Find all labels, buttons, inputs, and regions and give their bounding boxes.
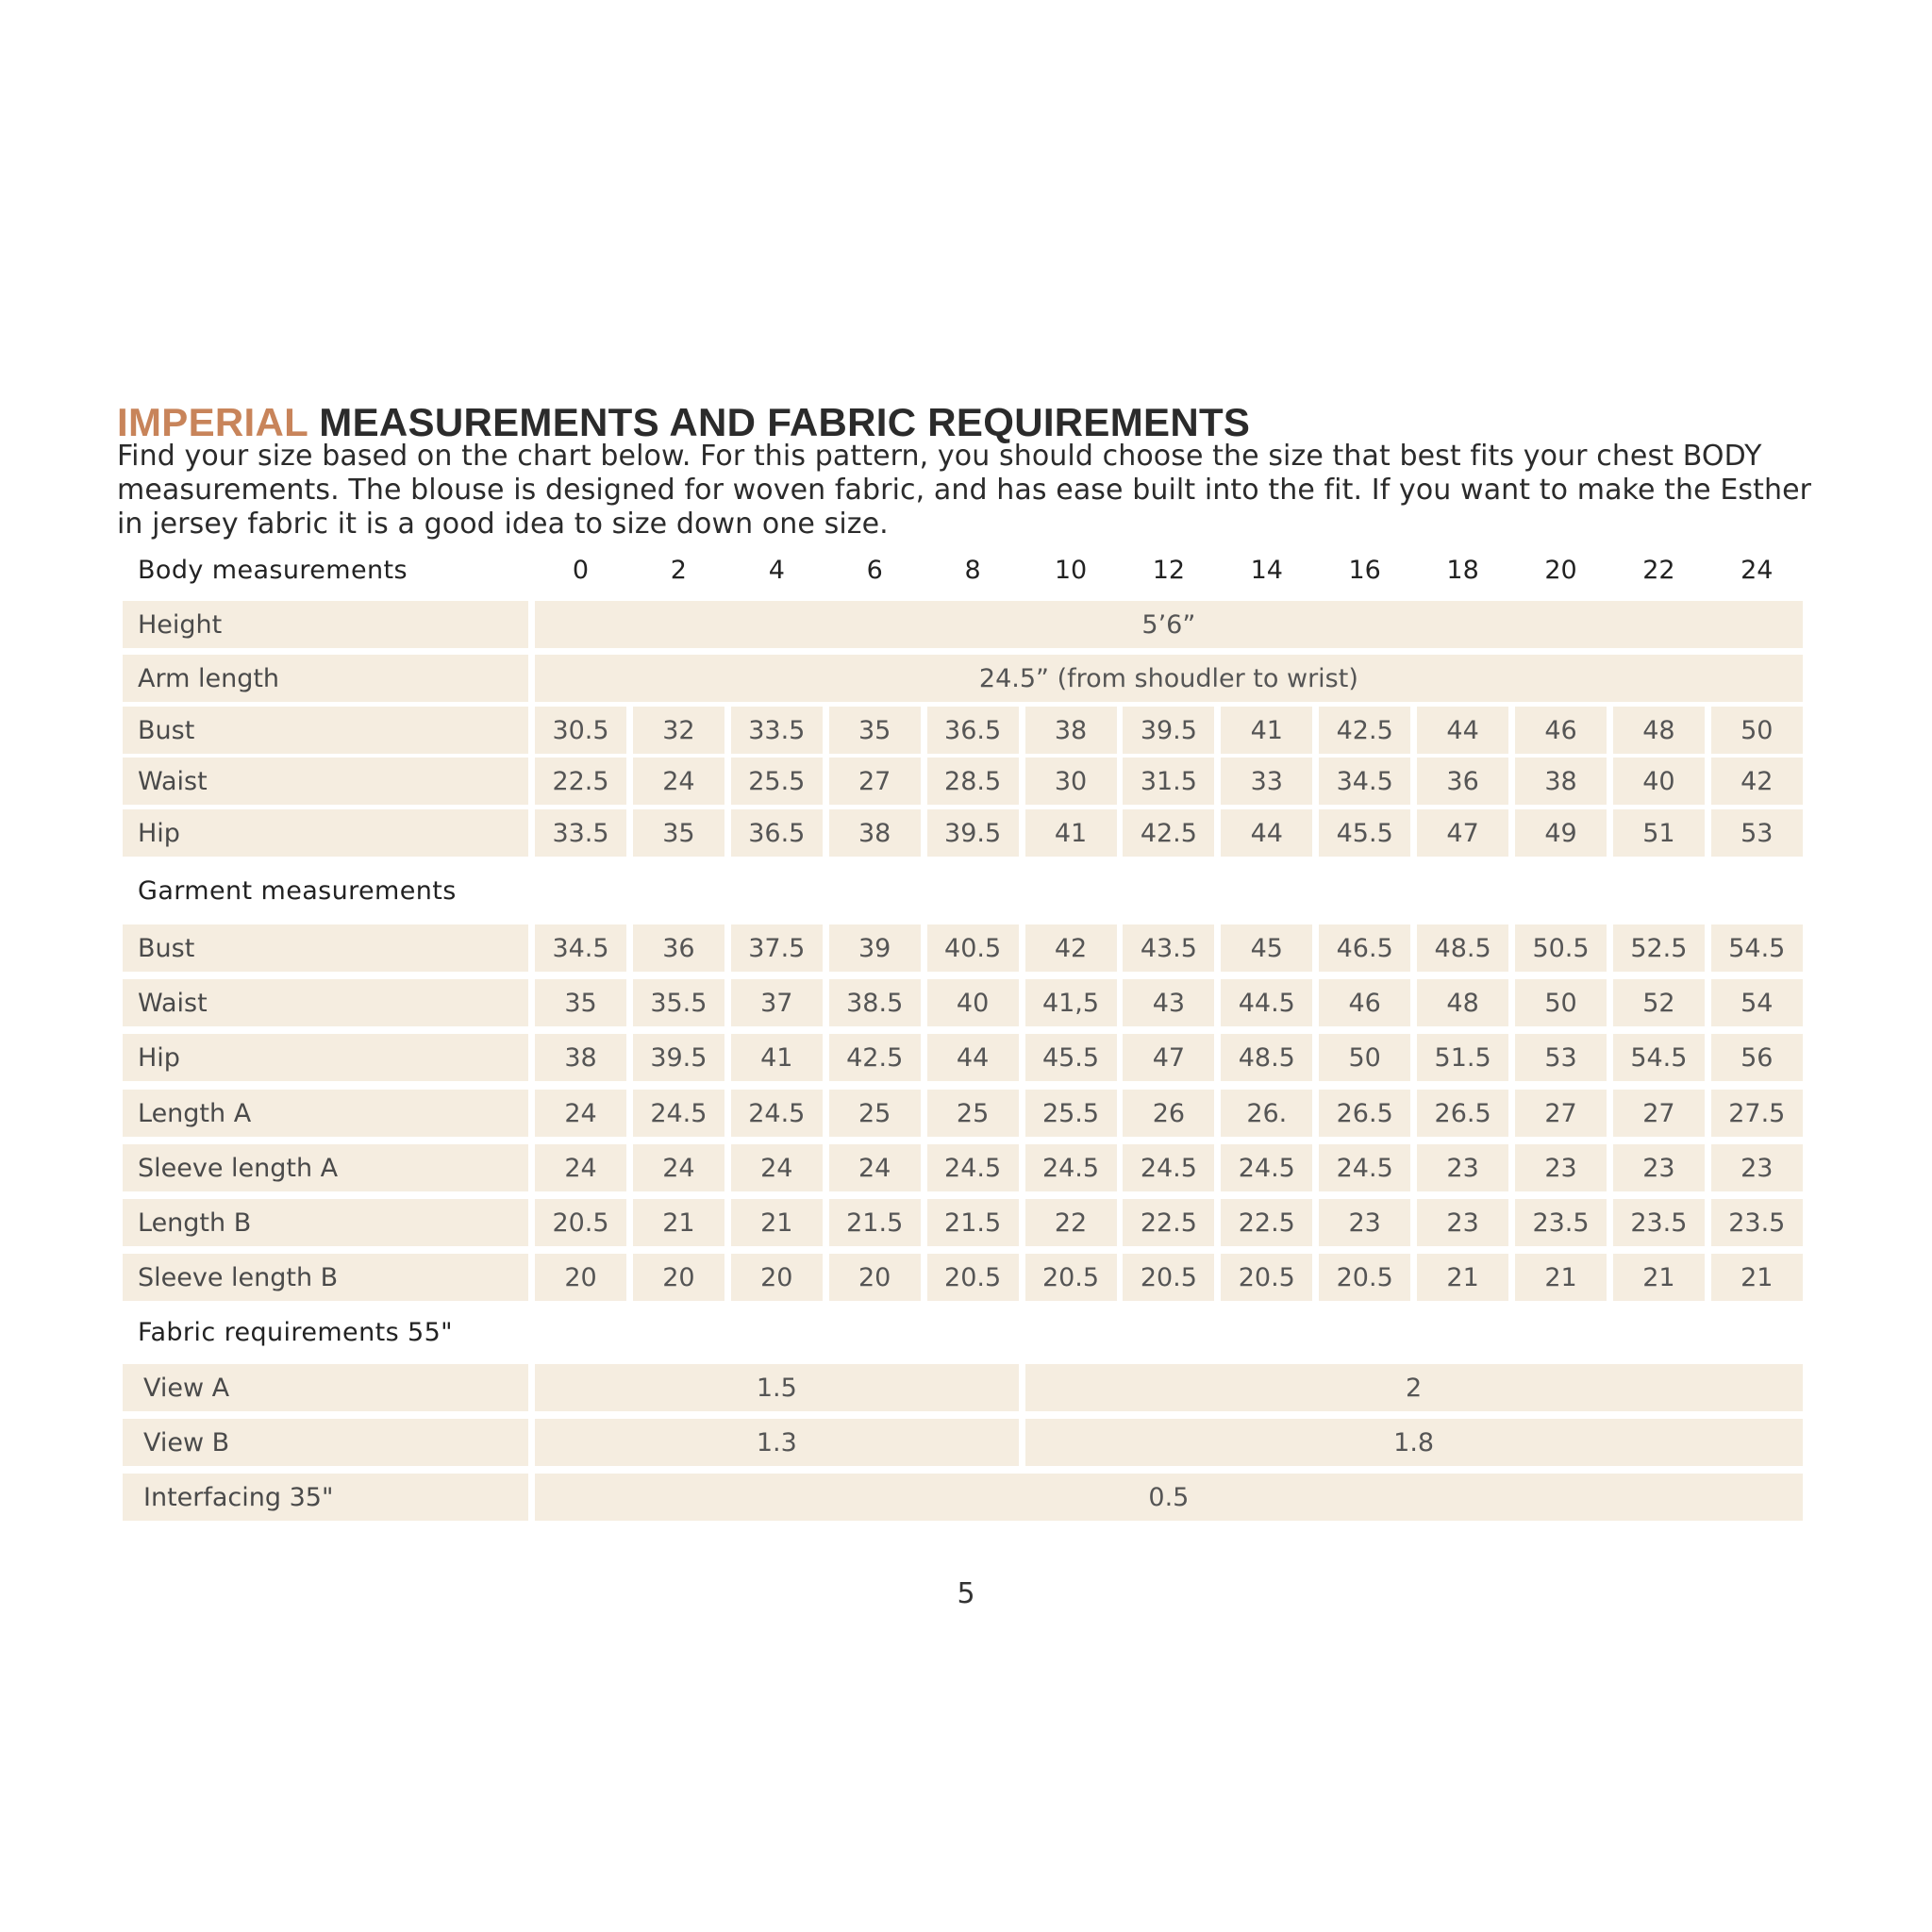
table-cell: 26.5 <box>1417 1090 1508 1137</box>
table-cell: 27 <box>829 758 921 805</box>
row-label: Hip <box>123 809 528 857</box>
table-cell: 23.5 <box>1515 1199 1607 1246</box>
table-cell: 24.5 <box>1319 1144 1410 1191</box>
table-cell: 50 <box>1711 707 1803 754</box>
table-cell: 37.5 <box>731 924 823 972</box>
title-accent: IMPERIAL <box>117 400 308 444</box>
table-cell: 20.5 <box>535 1199 626 1246</box>
row-label: Sleeve length B <box>123 1254 528 1301</box>
table-cell: 48.5 <box>1417 924 1508 972</box>
table-cell: 20.5 <box>927 1254 1019 1301</box>
table-cell: 34.5 <box>535 924 626 972</box>
merged-cell: 2 <box>1025 1364 1803 1411</box>
table-cell: 20 <box>535 1254 626 1301</box>
title-rest: MEASUREMENTS AND FABRIC REQUIREMENTS <box>319 400 1251 444</box>
table-cell: 33.5 <box>535 809 626 857</box>
table-cell: 50 <box>1319 1034 1410 1081</box>
row-label: Waist <box>123 979 528 1026</box>
table-cell: 38 <box>1025 707 1117 754</box>
table-cell: 23.5 <box>1711 1199 1803 1246</box>
size-header: 4 <box>768 556 785 585</box>
table-cell: 42.5 <box>1319 707 1410 754</box>
table-cell: 21 <box>1417 1254 1508 1301</box>
size-header: 20 <box>1544 556 1577 585</box>
merged-cell: 1.5 <box>535 1364 1019 1411</box>
table-cell: 21.5 <box>829 1199 921 1246</box>
size-header: 22 <box>1642 556 1675 585</box>
table-cell: 23 <box>1417 1199 1508 1246</box>
table-cell: 46 <box>1319 979 1410 1026</box>
table-cell: 39.5 <box>927 809 1019 857</box>
size-header: 24 <box>1740 556 1774 585</box>
table-cell: 27.5 <box>1711 1090 1803 1137</box>
size-header: 18 <box>1446 556 1479 585</box>
merged-cell: 0.5 <box>535 1474 1803 1521</box>
table-cell: 22.5 <box>1221 1199 1312 1246</box>
table-cell: 39 <box>829 924 921 972</box>
row-label: View A <box>123 1364 528 1411</box>
row-label: View B <box>123 1419 528 1466</box>
table-cell: 52 <box>1613 979 1705 1026</box>
size-header: 2 <box>670 556 687 585</box>
table-cell: 43 <box>1123 979 1214 1026</box>
row-label: Sleeve length A <box>123 1144 528 1191</box>
table-cell: 41,5 <box>1025 979 1117 1026</box>
row-label: Bust <box>123 924 528 972</box>
table-cell: 24 <box>829 1144 921 1191</box>
table-cell: 23 <box>1711 1144 1803 1191</box>
merged-cell: 5’6” <box>535 601 1803 648</box>
table-cell: 38 <box>829 809 921 857</box>
table-cell: 42.5 <box>829 1034 921 1081</box>
table-cell: 46 <box>1515 707 1607 754</box>
table-cell: 53 <box>1515 1034 1607 1081</box>
table-cell: 21 <box>1515 1254 1607 1301</box>
intro-paragraph: Find your size based on the chart below. For this pattern, you should choose the size that best fits your chest BODY measurements. The blouse is designed for woven fabric, and has ease built into the fit. If you want to make the Esther in jersey fabric it is a good idea to size down one size. <box>117 440 1812 541</box>
table-cell: 37 <box>731 979 823 1026</box>
table-cell: 22 <box>1025 1199 1117 1246</box>
table-cell: 51.5 <box>1417 1034 1508 1081</box>
table-cell: 38.5 <box>829 979 921 1026</box>
size-header: 16 <box>1348 556 1381 585</box>
table-cell: 20.5 <box>1221 1254 1312 1301</box>
table-cell: 36 <box>1417 758 1508 805</box>
table-cell: 23 <box>1613 1144 1705 1191</box>
table-cell: 38 <box>1515 758 1607 805</box>
table-cell: 20.5 <box>1319 1254 1410 1301</box>
size-header: 12 <box>1152 556 1186 585</box>
table-cell: 23.5 <box>1613 1199 1705 1246</box>
table-cell: 40.5 <box>927 924 1019 972</box>
table-cell: 33.5 <box>731 707 823 754</box>
table-cell: 35 <box>829 707 921 754</box>
table-cell: 30.5 <box>535 707 626 754</box>
table-cell: 45 <box>1221 924 1312 972</box>
table-cell: 24 <box>535 1090 626 1137</box>
table-cell: 25 <box>927 1090 1019 1137</box>
table-cell: 47 <box>1123 1034 1214 1081</box>
table-cell: 24.5 <box>633 1090 724 1137</box>
table-cell: 20.5 <box>1025 1254 1117 1301</box>
table-cell: 32 <box>633 707 724 754</box>
table-cell: 51 <box>1613 809 1705 857</box>
table-cell: 22.5 <box>1123 1199 1214 1246</box>
table-cell: 54.5 <box>1711 924 1803 972</box>
table-cell: 24 <box>633 758 724 805</box>
table-cell: 52.5 <box>1613 924 1705 972</box>
table-cell: 50.5 <box>1515 924 1607 972</box>
table-cell: 23 <box>1515 1144 1607 1191</box>
section-heading: Fabric requirements 55" <box>138 1318 453 1347</box>
table-cell: 44.5 <box>1221 979 1312 1026</box>
merged-cell: 1.8 <box>1025 1419 1803 1466</box>
table-cell: 34.5 <box>1319 758 1410 805</box>
table-cell: 42 <box>1025 924 1117 972</box>
table-cell: 44 <box>1221 809 1312 857</box>
table-cell: 27 <box>1613 1090 1705 1137</box>
table-cell: 40 <box>1613 758 1705 805</box>
table-cell: 24 <box>535 1144 626 1191</box>
table-cell: 36 <box>633 924 724 972</box>
table-cell: 20 <box>829 1254 921 1301</box>
page-number: 5 <box>957 1577 975 1610</box>
table-cell: 45.5 <box>1319 809 1410 857</box>
table-cell: 24 <box>731 1144 823 1191</box>
table-cell: 24.5 <box>731 1090 823 1137</box>
table-cell: 47 <box>1417 809 1508 857</box>
row-label: Height <box>123 601 528 648</box>
size-header: 8 <box>964 556 981 585</box>
table-cell: 36.5 <box>927 707 1019 754</box>
table-cell: 49 <box>1515 809 1607 857</box>
table-cell: 23 <box>1417 1144 1508 1191</box>
table-cell: 56 <box>1711 1034 1803 1081</box>
size-header: 6 <box>866 556 883 585</box>
table-cell: 48.5 <box>1221 1034 1312 1081</box>
table-cell: 22.5 <box>535 758 626 805</box>
table-cell: 50 <box>1515 979 1607 1026</box>
table-cell: 26 <box>1123 1090 1214 1137</box>
table-cell: 26.5 <box>1319 1090 1410 1137</box>
table-cell: 38 <box>535 1034 626 1081</box>
table-cell: 48 <box>1417 979 1508 1026</box>
table-cell: 20 <box>731 1254 823 1301</box>
size-header: 14 <box>1250 556 1283 585</box>
table-cell: 21 <box>1711 1254 1803 1301</box>
table-cell: 35.5 <box>633 979 724 1026</box>
table-cell: 48 <box>1613 707 1705 754</box>
table-cell: 21.5 <box>927 1199 1019 1246</box>
table-cell: 42 <box>1711 758 1803 805</box>
table-cell: 20.5 <box>1123 1254 1214 1301</box>
row-label: Length B <box>123 1199 528 1246</box>
table-cell: 25.5 <box>1025 1090 1117 1137</box>
table-cell: 31.5 <box>1123 758 1214 805</box>
table-cell: 21 <box>731 1199 823 1246</box>
table-cell: 39.5 <box>1123 707 1214 754</box>
table-cell: 45.5 <box>1025 1034 1117 1081</box>
table-cell: 24 <box>633 1144 724 1191</box>
table-cell: 41 <box>1221 707 1312 754</box>
table-cell: 43.5 <box>1123 924 1214 972</box>
table-cell: 26. <box>1221 1090 1312 1137</box>
table-cell: 36.5 <box>731 809 823 857</box>
table-cell: 33 <box>1221 758 1312 805</box>
row-label: Bust <box>123 707 528 754</box>
section-heading: Garment measurements <box>138 876 457 906</box>
table-cell: 35 <box>633 809 724 857</box>
table-cell: 25 <box>829 1090 921 1137</box>
section-heading: Body measurements <box>138 556 408 585</box>
table-cell: 28.5 <box>927 758 1019 805</box>
table-cell: 27 <box>1515 1090 1607 1137</box>
table-cell: 40 <box>927 979 1019 1026</box>
table-cell: 35 <box>535 979 626 1026</box>
table-cell: 44 <box>927 1034 1019 1081</box>
table-cell: 24.5 <box>1025 1144 1117 1191</box>
table-cell: 23 <box>1319 1199 1410 1246</box>
table-cell: 46.5 <box>1319 924 1410 972</box>
table-cell: 20 <box>633 1254 724 1301</box>
table-cell: 39.5 <box>633 1034 724 1081</box>
table-cell: 24.5 <box>927 1144 1019 1191</box>
table-cell: 24.5 <box>1221 1144 1312 1191</box>
table-cell: 53 <box>1711 809 1803 857</box>
size-chart-table <box>123 0 1802 1932</box>
merged-cell: 24.5” (from shoudler to wrist) <box>535 655 1803 702</box>
table-cell: 41 <box>1025 809 1117 857</box>
row-label: Hip <box>123 1034 528 1081</box>
row-label: Waist <box>123 758 528 805</box>
row-label: Interfacing 35" <box>123 1474 528 1521</box>
table-cell: 44 <box>1417 707 1508 754</box>
table-cell: 54.5 <box>1613 1034 1705 1081</box>
row-label: Arm length <box>123 655 528 702</box>
row-label: Length A <box>123 1090 528 1137</box>
table-cell: 30 <box>1025 758 1117 805</box>
table-cell: 24.5 <box>1123 1144 1214 1191</box>
table-cell: 42.5 <box>1123 809 1214 857</box>
size-header: 0 <box>572 556 590 585</box>
table-cell: 54 <box>1711 979 1803 1026</box>
table-cell: 21 <box>1613 1254 1705 1301</box>
merged-cell: 1.3 <box>535 1419 1019 1466</box>
table-cell: 21 <box>633 1199 724 1246</box>
size-header: 10 <box>1054 556 1088 585</box>
table-cell: 25.5 <box>731 758 823 805</box>
table-cell: 41 <box>731 1034 823 1081</box>
